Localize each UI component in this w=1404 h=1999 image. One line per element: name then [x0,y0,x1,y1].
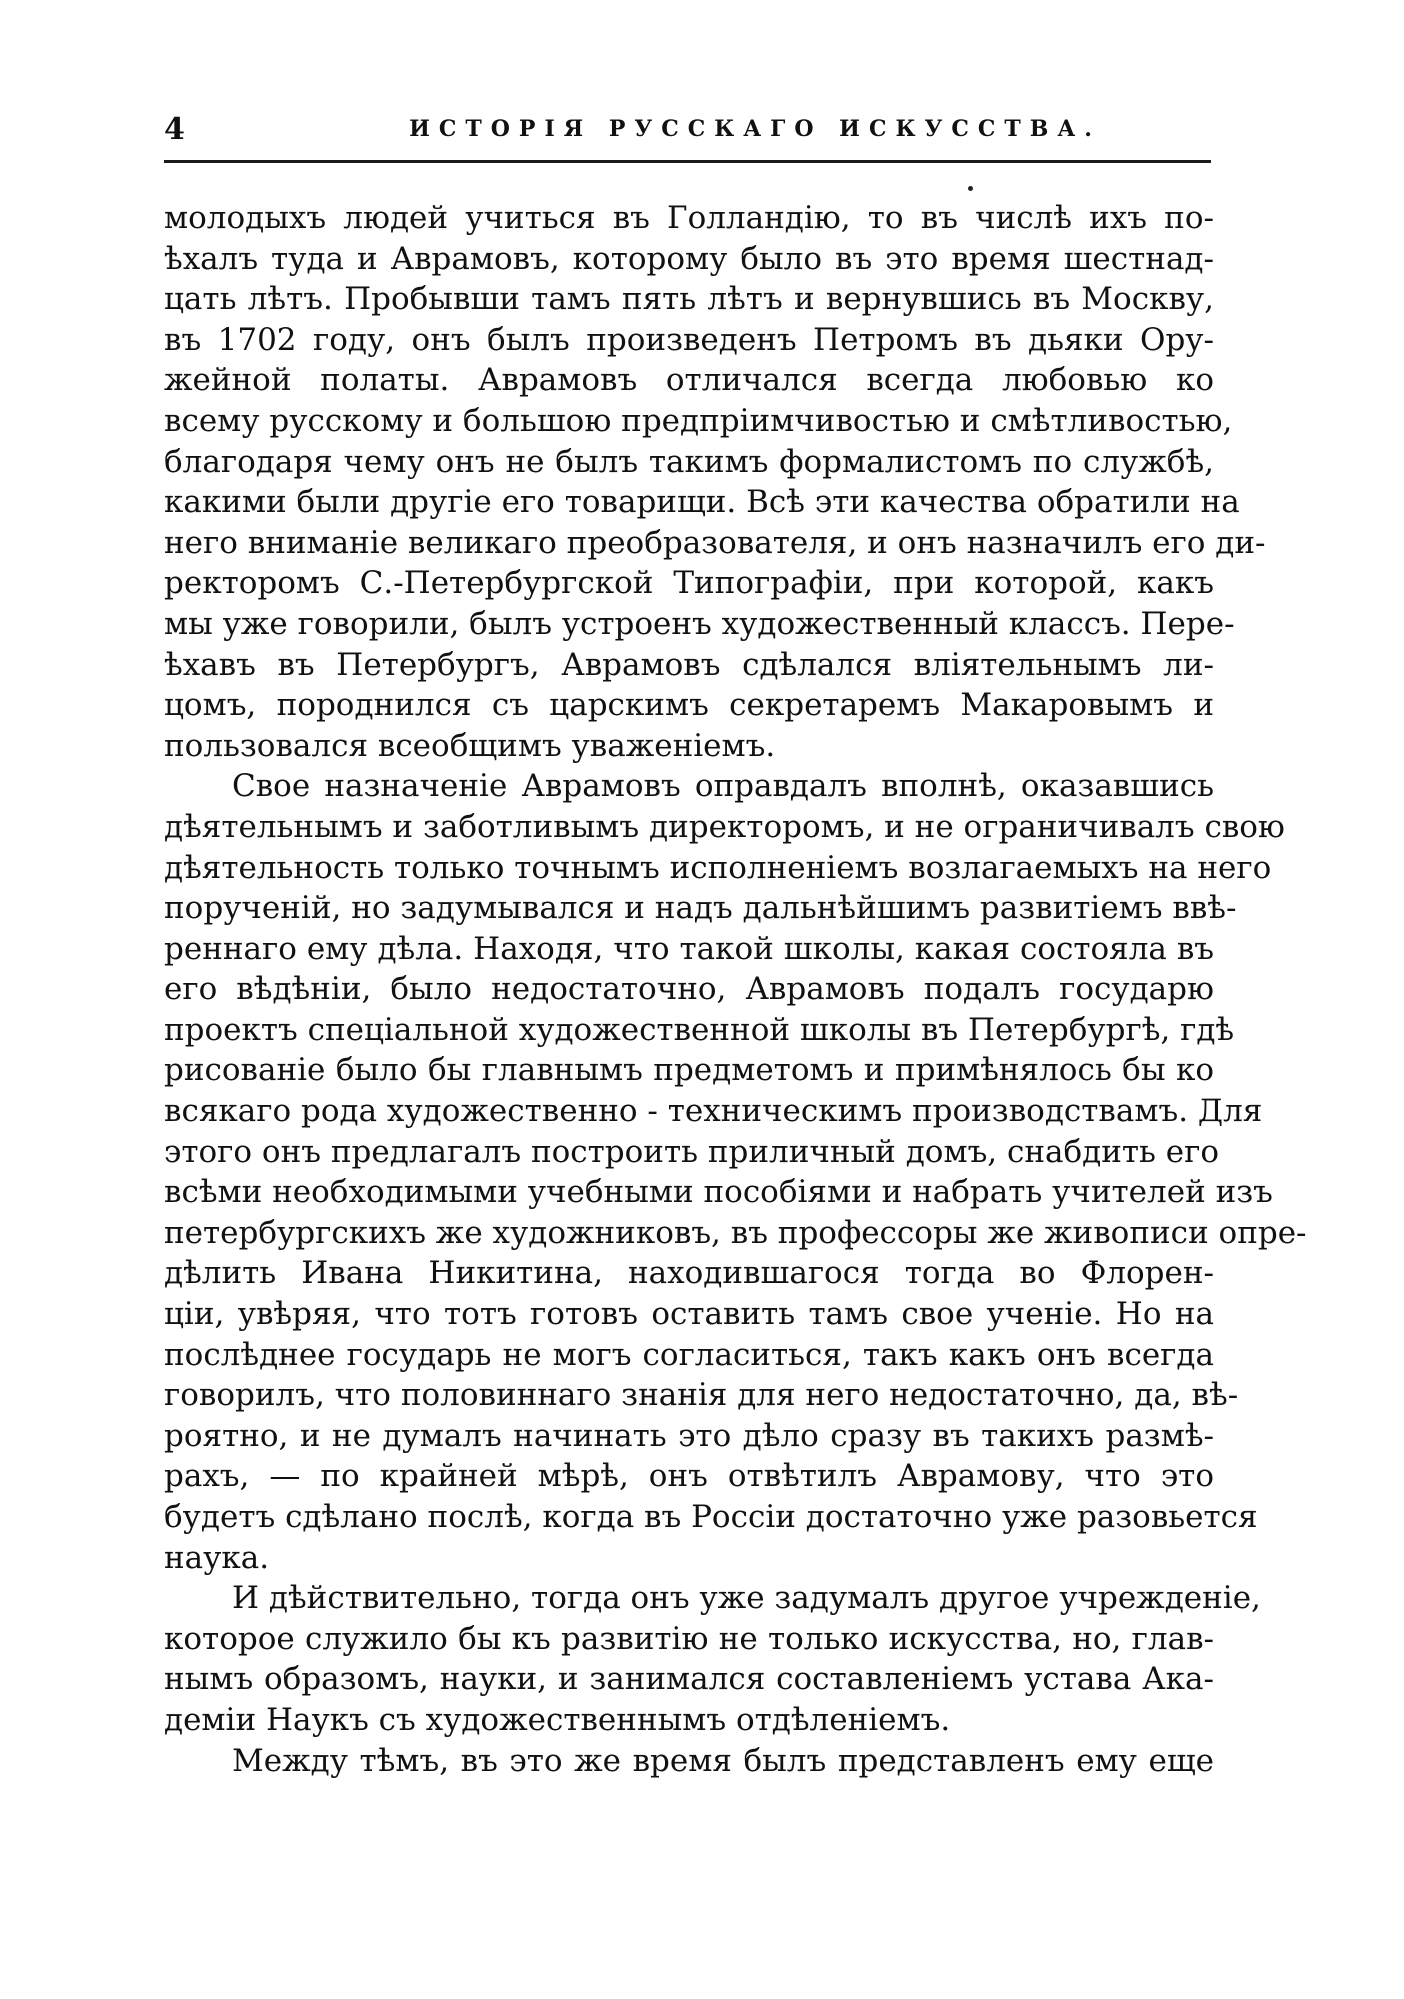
text-line: говорилъ, что половиннаго знанія для него недостаточно, да, вѣ- [164,1377,1239,1414]
text-line: всему русскому и большою предпріимчивостью и смѣтливостью, [164,402,1233,439]
text-line: мы уже говорили, былъ устроенъ художественный классъ. Пере- [164,605,1235,642]
text-line: въ 1702 году, онъ былъ произведенъ Петромъ въ дьяки Ору- [164,321,1214,358]
running-title: ИСТОРІЯ РУССКАГО ИСКУССТВА. [409,116,1101,142]
text-line: его вѣдѣніи, было недостаточно, Аврамовъ подалъ государю [164,971,1214,1008]
text-line: дѣятельнымъ и заботливымъ директоромъ, и не ограничивалъ свою [164,808,1285,845]
text-line: всѣми необходимыми учебными пособіями и набрать учителей изъ [164,1174,1273,1211]
text-line: роятно, и не думалъ начинать это дѣло сразу въ такихъ размѣ- [164,1417,1214,1454]
text-line: дѣлить Ивана Никитина, находившагося тогда во Флорен- [164,1255,1214,1292]
page-number: 4 [164,112,185,147]
text-line: ѣхавъ въ Петербургъ, Аврамовъ сдѣлался вліятельнымъ ли- [164,646,1214,683]
text-line: порученій, но задумывался и надъ дальнѣйшимъ развитіемъ ввѣ- [164,890,1237,927]
paragraph-first-line: Свое назначеніе Аврамовъ оправдалъ вполнѣ, оказавшись [232,768,1214,805]
text-line: ѣхалъ туда и Аврамовъ, которому было въ это время шестнад- [164,240,1214,277]
text-line: всякаго рода художественно - техническимъ производствамъ. Для [164,1093,1263,1130]
text-line: наука. [164,1539,270,1576]
text-line: петербургскихъ же художниковъ, въ профессоры же живописи опре- [164,1214,1307,1251]
text-line: проектъ спеціальной художественной школы въ Петербургѣ, гдѣ [164,1011,1235,1048]
text-line: деміи Наукъ съ художественнымъ отдѣленіемъ. [164,1701,951,1738]
text-line: какими были другіе его товарищи. Всѣ эти качества обратили на [164,484,1240,521]
text-line: него вниманіе великаго преобразователя, и онъ назначилъ его ди- [164,524,1266,561]
text-line: этого онъ предлагалъ построить приличный домъ, снабдить его [164,1133,1220,1170]
text-line: послѣднее государь не могъ согласиться, такъ какъ онъ всегда [164,1336,1214,1373]
text-line: которое служило бы къ развитію не только искусства, но, глав- [164,1620,1214,1657]
text-line: ректоромъ С.-Петербургской Типографіи, при которой, какъ [164,565,1214,602]
header-rule [164,160,1211,163]
print-speck [968,186,973,191]
body-text [164,198,1307,1781]
text-line: будетъ сдѣлано послѣ, когда въ Россіи достаточно уже разовьется [164,1499,1258,1535]
text-line: дѣятельность только точнымъ исполненіемъ возлагаемыхъ на него [164,849,1272,886]
text-line: цать лѣтъ. Пробывши тамъ пять лѣтъ и вернувшись въ Москву, [164,281,1214,318]
text-line: реннаго ему дѣла. Находя, что такой школы, какая состояла въ [164,930,1214,967]
text-line: жейной полаты. Аврамовъ отличался всегда любовью ко [164,362,1214,399]
text-line: цомъ, породнился съ царскимъ секретаремъ Макаровымъ и [164,687,1214,724]
text-line: нымъ образомъ, науки, и занимался составленіемъ устава Ака- [164,1661,1214,1698]
text-line: рахъ, — по крайней мѣрѣ, онъ отвѣтилъ Аврамову, что это [164,1458,1214,1495]
paragraph-first-line: И дѣйствительно, тогда онъ уже задумалъ другое учрежденіе, [232,1580,1261,1617]
text-line: молодыхъ людей учиться въ Голландію, то въ числѣ ихъ по- [164,200,1214,236]
text-line: ціи, увѣряя, что тотъ готовъ оставить тамъ свое ученіе. Но на [164,1296,1214,1333]
text-line: пользовался всеобщимъ уваженіемъ. [164,727,776,764]
text-line: благодаря чему онъ не былъ такимъ формалистомъ по службѣ, [164,443,1214,480]
paragraph-first-line: Между тѣмъ, въ это же время былъ представленъ ему еще [232,1742,1214,1779]
text-line: рисованіе было бы главнымъ предметомъ и примѣнялось бы ко [164,1052,1214,1089]
